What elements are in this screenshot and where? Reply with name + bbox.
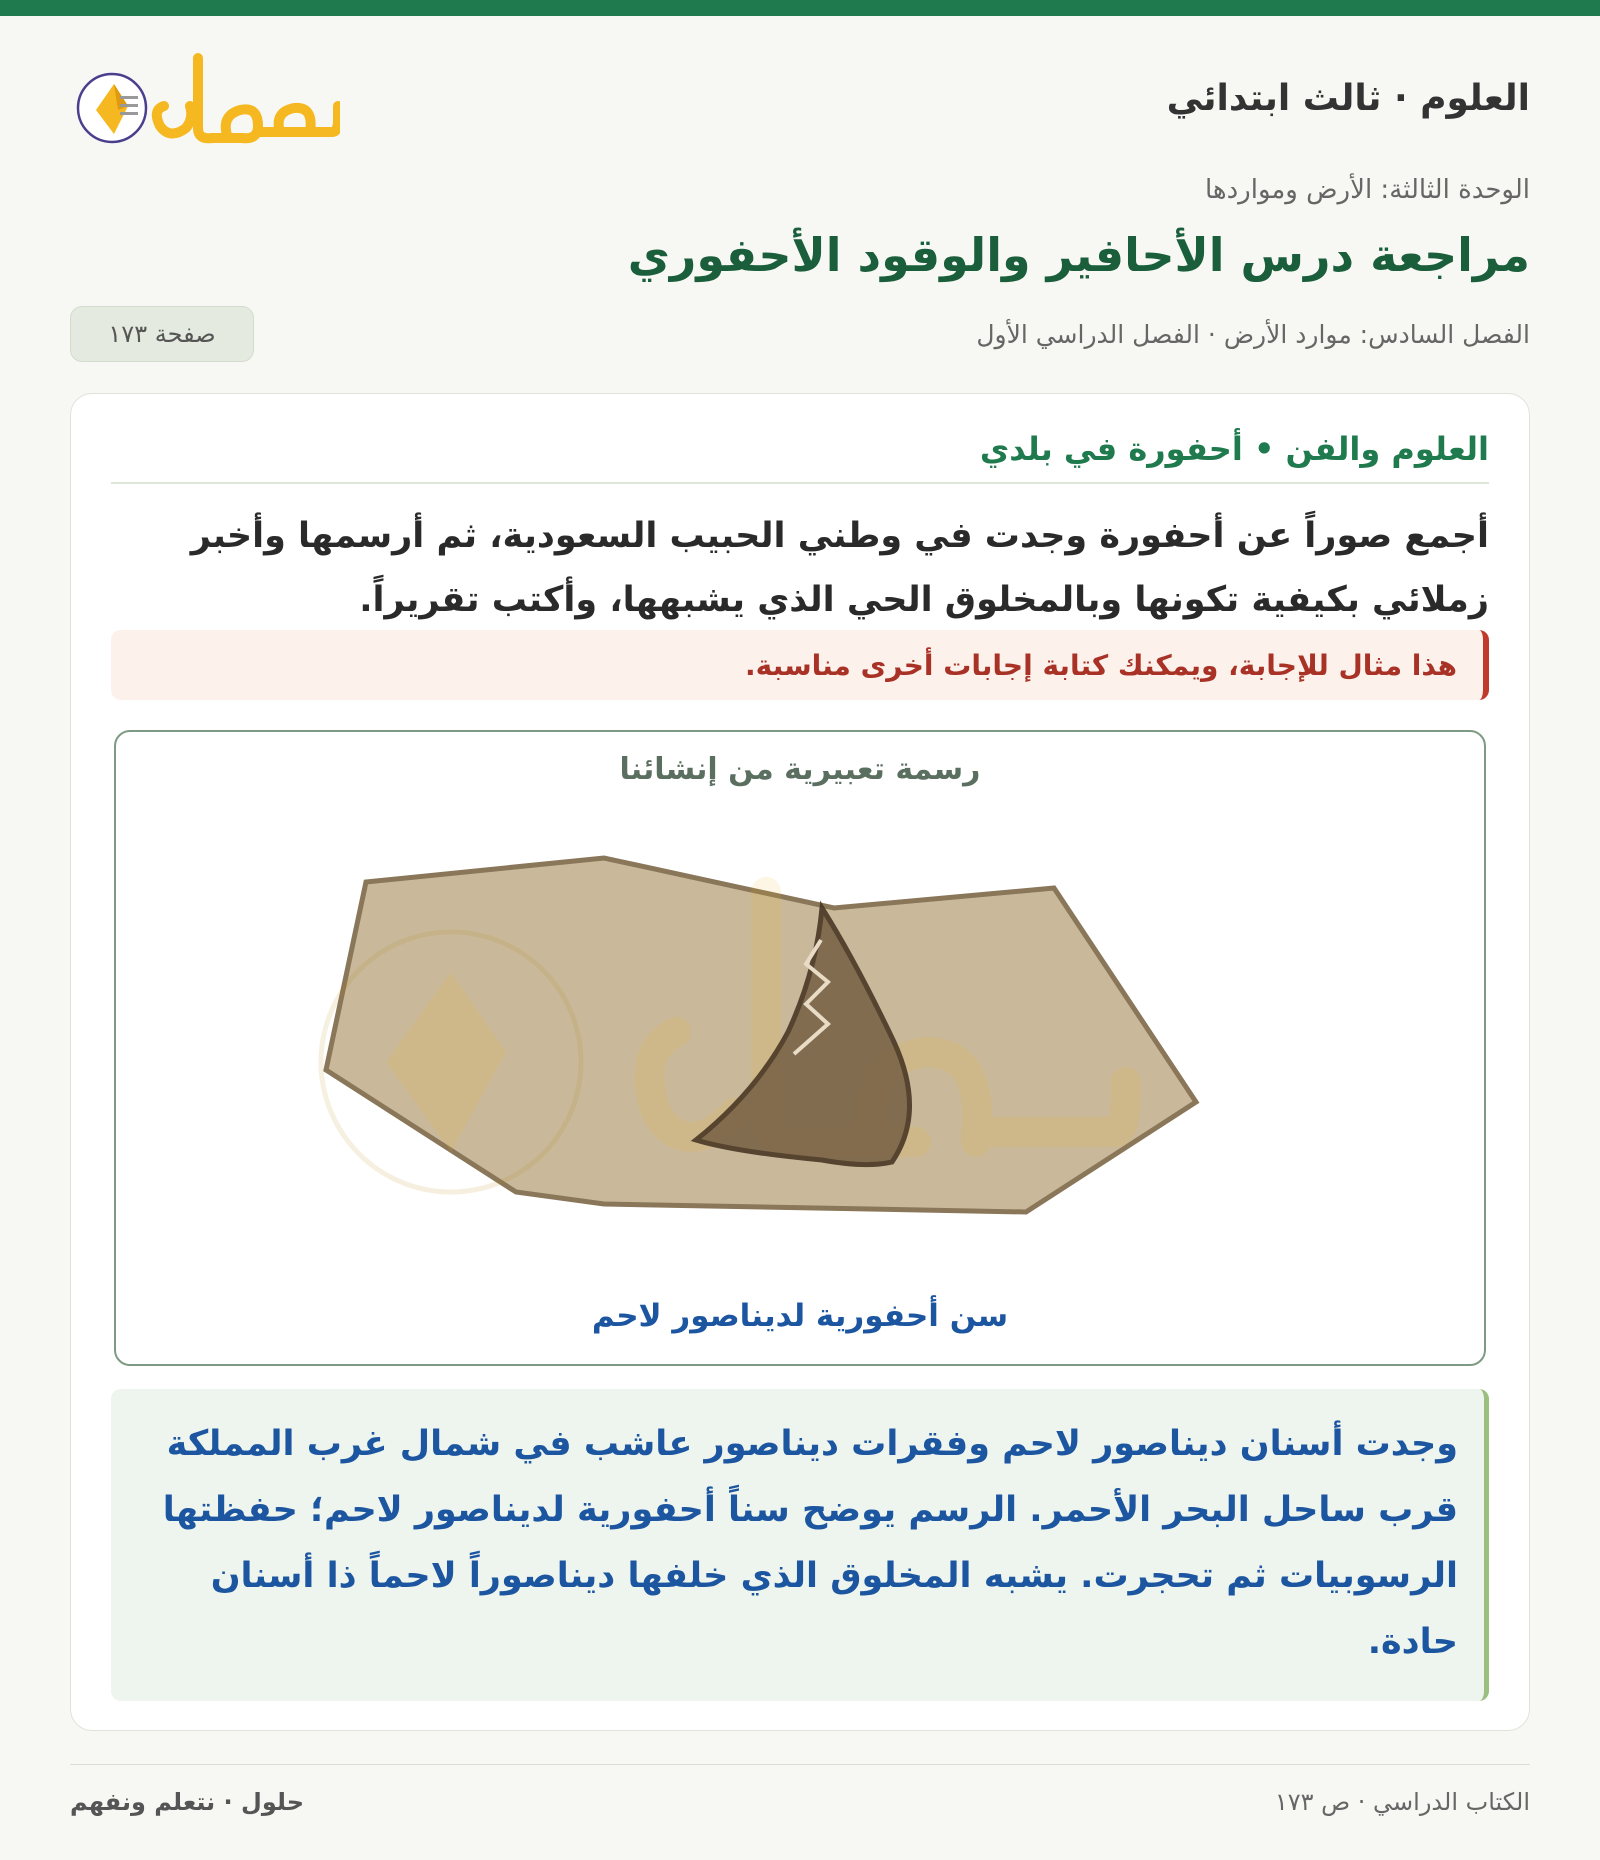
sample-answer-note xyxy=(111,630,1489,700)
page-number-badge: صفحة ١٧٣ xyxy=(70,306,254,362)
figure-caption-bottom: سن أحفورية لديناصور لاحم xyxy=(591,1298,1009,1334)
answer-box xyxy=(111,1389,1489,1701)
lesson-title: مراجعة درس الأحافير والوقود الأحفوري xyxy=(627,228,1530,282)
book-reference: الكتاب الدراسي · ص ١٧٣ xyxy=(1274,1788,1530,1816)
fossil-illustration xyxy=(116,732,1486,1366)
subject-title: العلوم · ثالث ابتدائي xyxy=(1166,78,1530,119)
exercise-card xyxy=(70,393,1530,1731)
halool-logo[interactable] xyxy=(70,48,340,158)
page-header xyxy=(70,48,1530,158)
brand-footer[interactable]: حلول · نتعلم ونفهم xyxy=(70,1788,304,1816)
note-text: هذا مثال للإجابة، ويمكنك كتابة إجابات أخرى مناسبة. xyxy=(745,648,1457,682)
unit-label: الوحدة الثالثة: الأرض ومواردها xyxy=(1204,175,1530,205)
footer-divider xyxy=(70,1764,1530,1765)
section-divider xyxy=(111,482,1489,484)
fossil-figure xyxy=(114,730,1486,1366)
logo-icon xyxy=(70,48,340,158)
exercise-prompt: أجمع صوراً عن أحفورة وجدت في وطني الحبيب السعودية، ثم أرسمها وأخبر زملائي بكيفية تكونها وبالمخلوق الحي الذي يشبهها، وأكتب تقريراً. xyxy=(190,516,1489,620)
top-accent-bar xyxy=(0,0,1600,16)
answer-text: وجدت أسنان ديناصور لاحم وفقرات ديناصور عاشب في شمال غرب المملكة قرب ساحل البحر الأحمر. الرسم يوضح سناً أحفورية لديناصور لاحم؛ حفظتها الرسوبيات ثم تحجرت. يشبه المخلوق الذي خلفها ديناصوراً لاحماً ذا أسنان حادة. xyxy=(162,1424,1458,1662)
figure-caption-top: رسمة تعبيرية من إنشائنا xyxy=(619,752,981,787)
section-heading: العلوم والفن • أحفورة في بلدي xyxy=(979,430,1489,468)
chapter-label: الفصل السادس: موارد الأرض · الفصل الدراسي الأول xyxy=(976,320,1530,349)
